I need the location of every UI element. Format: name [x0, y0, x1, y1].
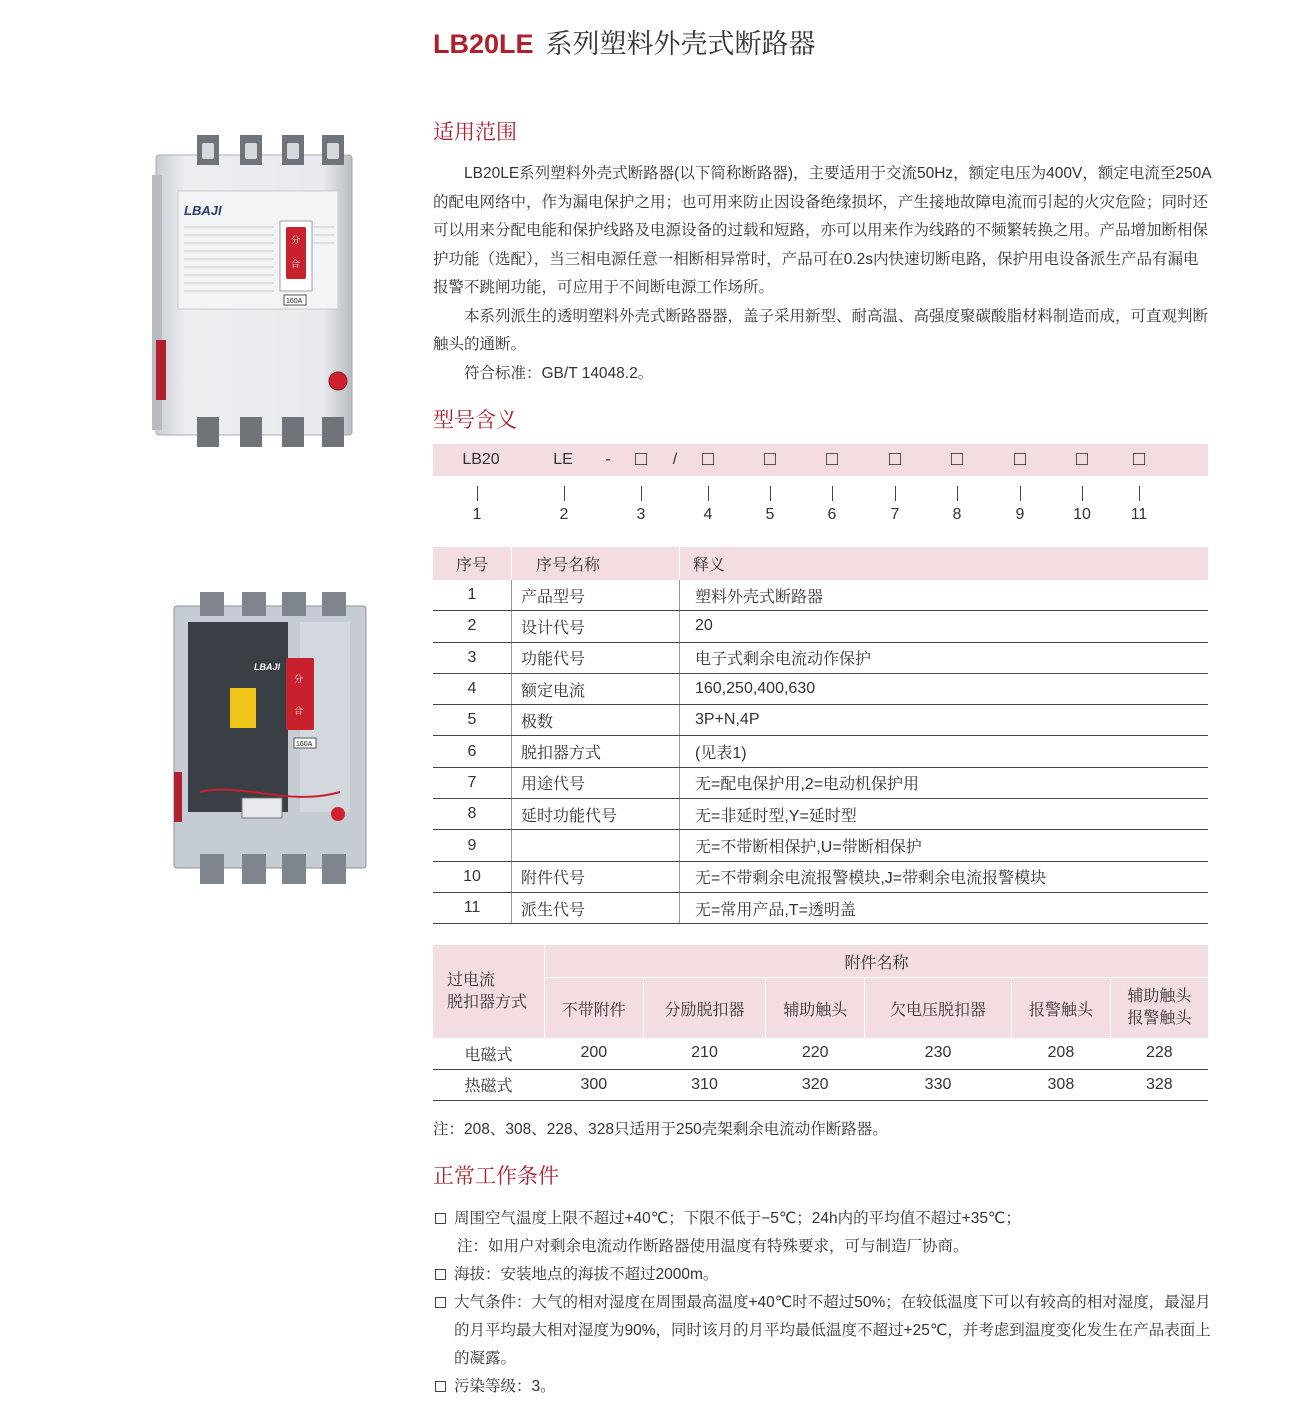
col-header-meaning: 释义 [680, 547, 1209, 580]
row-index: 6 [433, 736, 512, 767]
row-index: 8 [433, 799, 512, 830]
cell-value: 208 [1012, 1038, 1111, 1069]
code-number-11: 11 [1130, 506, 1148, 523]
model-code-bar [433, 444, 1208, 476]
table-header-row [433, 978, 1208, 1039]
code-box-7 [889, 453, 901, 465]
code-box-8 [951, 453, 963, 465]
row-name: 产品型号 [512, 580, 680, 611]
row-meaning: 160,250,400,630 [680, 673, 1209, 704]
cell-value: 328 [1110, 1069, 1208, 1101]
code-slash: / [672, 451, 678, 468]
code-tick-5 [770, 486, 771, 501]
breaker-product-image [152, 135, 362, 447]
condition-atmosphere: 大气条件：大气的相对湿度在周围最高温度+40℃时不超过50%；在较低温度下可以有较高的相对湿度，最湿月的月平均最大相对湿度为90%，同时该月的月平均最低温度不超过+25℃，并考虑到温度变化发生在产品表面上的凝露。 [454, 1294, 1211, 1367]
cell-value: 300 [545, 1069, 644, 1101]
code-number-9: 9 [1015, 506, 1025, 523]
code-tick-9 [1020, 486, 1021, 501]
code-tick-3 [641, 486, 642, 501]
row-name [512, 830, 680, 861]
code-tick-1 [477, 486, 478, 501]
page-title [433, 22, 816, 61]
col-header-index: 序号 [433, 547, 512, 580]
conditions-heading: 正常工作条件 [433, 1165, 559, 1188]
code-number-8: 8 [952, 506, 962, 523]
col-header-aux-line: 辅助触头 [1127, 988, 1192, 1005]
scope-section [433, 160, 1213, 388]
code-tick-7 [895, 486, 896, 501]
row-name: 延时功能代号 [512, 799, 680, 830]
code-segment-lb20: LB20 [462, 451, 500, 468]
row-name: 附件代号 [512, 861, 680, 892]
conditions-list [433, 1205, 1223, 1401]
code-number-4: 4 [703, 506, 713, 523]
image2-switch-on: 合 [294, 707, 304, 717]
table-row [433, 861, 1208, 892]
cell-value: 200 [545, 1038, 644, 1069]
table-header-row [433, 547, 1208, 580]
code-box-11 [1133, 453, 1145, 465]
table-row [433, 705, 1208, 736]
cell-value: 310 [643, 1069, 766, 1101]
condition-pollution: 污染等级：3。 [454, 1378, 556, 1395]
condition-temperature: 周围空气温度上限不超过+40℃；下限不低于−5℃；24h内的平均值不超过+35℃； [454, 1210, 1021, 1227]
row-index: 4 [433, 673, 512, 704]
table-note: 注：208、308、228、328只适用于250壳架剩余电流动作断路器。 [433, 1121, 888, 1138]
table-row [433, 799, 1208, 830]
row-meaning: 无=不带断相保护,U=带断相保护 [680, 830, 1209, 861]
row-index: 3 [433, 642, 512, 673]
row-label-thermal-magnetic: 热磁式 [433, 1069, 545, 1101]
row-index: 7 [433, 767, 512, 798]
code-tick-4 [708, 486, 709, 501]
code-segment-le: LE [553, 451, 573, 468]
list-item [433, 1261, 1223, 1289]
row-index: 10 [433, 861, 512, 892]
row-name: 脱扣器方式 [512, 736, 680, 767]
scope-paragraph-1: LB20LE系列塑料外壳式断路器(以下简称断路器)，主要适用于交流50Hz，额定电压为400V，额定电流至250A的配电网络中，作为漏电保护之用；也可用来防止因设备绝缘损坏，产生接地故障电流而引起的火灾危险；同时还可以用来分配电能和保护线路及电源设备的过载和短路，亦可以用来作为线路的不频繁转换之用。产品增加断相保护功能（选配），当三相电源任意一相断相异常时，产品可在0.2s内快速切断电路，保护用电设备派生产品有漏电报警不跳闸功能，可应用于不间断电源工作场所。 [433, 165, 1212, 296]
transparent-breaker-product-image [170, 592, 370, 884]
row-index: 2 [433, 611, 512, 642]
corner-header [433, 945, 545, 1038]
accessory-group-header: 附件名称 [545, 945, 1209, 978]
row-meaning: 塑料外壳式断路器 [680, 580, 1209, 611]
row-meaning: 电子式剩余电流动作保护 [680, 642, 1209, 673]
checkbox-bullet-icon [435, 1213, 446, 1224]
table-row [433, 673, 1208, 704]
cell-value: 330 [864, 1069, 1011, 1101]
model-meaning-table [433, 547, 1208, 924]
code-tick-11 [1139, 486, 1140, 501]
code-number-10: 10 [1073, 506, 1091, 523]
image2-brand: LBAJI [254, 662, 281, 672]
code-dash: - [605, 451, 611, 468]
col-header-undervoltage-release: 欠电压脱扣器 [864, 978, 1011, 1039]
table-row [433, 892, 1208, 923]
table-row [433, 642, 1208, 673]
row-index: 11 [433, 892, 512, 923]
row-name: 额定电流 [512, 673, 680, 704]
cell-value: 210 [643, 1038, 766, 1069]
list-item [433, 1205, 1223, 1233]
code-number-6: 6 [827, 506, 837, 523]
code-tick-2 [564, 486, 565, 501]
checkbox-bullet-icon [435, 1297, 446, 1308]
code-box-6 [826, 453, 838, 465]
title-model: LB20LE [433, 29, 534, 59]
image1-brand: LBAJI [184, 203, 222, 218]
table-row [433, 580, 1208, 611]
col-header-auxiliary-contact: 辅助触头 [766, 978, 865, 1039]
row-name: 极数 [512, 705, 680, 736]
cell-value: 308 [1012, 1069, 1111, 1101]
table-row [433, 1038, 1208, 1069]
row-name: 设计代号 [512, 611, 680, 642]
checkbox-bullet-icon [435, 1381, 446, 1392]
table-row [433, 830, 1208, 861]
col-header-alarm-line: 报警触头 [1127, 1010, 1192, 1027]
checkbox-bullet-icon [435, 1269, 446, 1280]
row-meaning: 无=不带剩余电流报警模块,J=带剩余电流报警模块 [680, 861, 1209, 892]
code-tick-10 [1082, 486, 1083, 501]
code-number-2: 2 [559, 506, 569, 523]
cell-value: 220 [766, 1038, 865, 1069]
image1-switch-off: 分 [291, 236, 301, 246]
row-meaning: 20 [680, 611, 1209, 642]
row-meaning: 无=非延时型,Y=延时型 [680, 799, 1209, 830]
row-index: 1 [433, 580, 512, 611]
row-meaning: 无=配电保护用,2=电动机保护用 [680, 767, 1209, 798]
list-item [433, 1373, 1223, 1401]
code-box-10 [1076, 453, 1088, 465]
row-meaning: (见表1) [680, 736, 1209, 767]
table-row [433, 736, 1208, 767]
col-header-no-accessory: 不带附件 [545, 978, 644, 1039]
list-item [433, 1289, 1223, 1373]
table-row [433, 767, 1208, 798]
image2-switch-off: 分 [294, 675, 304, 685]
code-box-5 [764, 453, 776, 465]
row-index: 9 [433, 830, 512, 861]
model-meaning-heading: 型号含义 [433, 409, 517, 432]
row-index: 5 [433, 705, 512, 736]
table-row [433, 611, 1208, 642]
corner-header-line-2: 脱扣器方式 [447, 993, 528, 1011]
code-tick-6 [832, 486, 833, 501]
cell-value: 320 [766, 1069, 865, 1101]
corner-header-line-1: 过电流 [447, 971, 496, 989]
row-meaning: 3P+N,4P [680, 705, 1209, 736]
code-box-4 [702, 453, 714, 465]
code-box-3 [635, 453, 647, 465]
scope-paragraph-2: 本系列派生的透明塑料外壳式断路器器，盖子采用新型、耐高温、高强度聚碳酸脂材料制造而成，可直观判断触头的通断。 [433, 307, 1209, 353]
image2-rating: 160A [296, 741, 313, 748]
condition-temperature-note: 注：如用户对剩余电流动作断路器使用温度有特殊要求，可与制造厂协商。 [457, 1238, 969, 1255]
col-header-name: 序号名称 [512, 547, 680, 580]
condition-altitude: 海拔：安装地点的海拔不超过2000m。 [454, 1266, 719, 1283]
image1-rating: 160A [286, 298, 303, 305]
image1-switch-on: 合 [291, 260, 301, 270]
col-header-shunt-release: 分励脱扣器 [643, 978, 766, 1039]
table-header-row [433, 945, 1208, 978]
code-number-1: 1 [472, 506, 482, 523]
title-text: 系列塑料外壳式断路器 [545, 29, 816, 59]
table-row [433, 1069, 1208, 1101]
col-header-aux-alarm-contact [1110, 978, 1208, 1039]
col-header-alarm-contact: 报警触头 [1012, 978, 1111, 1039]
row-name: 派生代号 [512, 892, 680, 923]
scope-standard: 符合标准：GB/T 14048.2。 [464, 364, 654, 382]
code-box-9 [1014, 453, 1026, 465]
cell-value: 230 [864, 1038, 1011, 1069]
row-name: 功能代号 [512, 642, 680, 673]
accessory-code-table [433, 945, 1208, 1101]
code-number-7: 7 [890, 506, 900, 523]
code-number-3: 3 [636, 506, 646, 523]
row-meaning: 无=常用产品,T=透明盖 [680, 892, 1209, 923]
scope-heading: 适用范围 [433, 121, 517, 144]
code-tick-8 [957, 486, 958, 501]
row-name: 用途代号 [512, 767, 680, 798]
code-number-5: 5 [765, 506, 775, 523]
row-label-electromagnetic: 电磁式 [433, 1038, 545, 1069]
cell-value: 228 [1110, 1038, 1208, 1069]
